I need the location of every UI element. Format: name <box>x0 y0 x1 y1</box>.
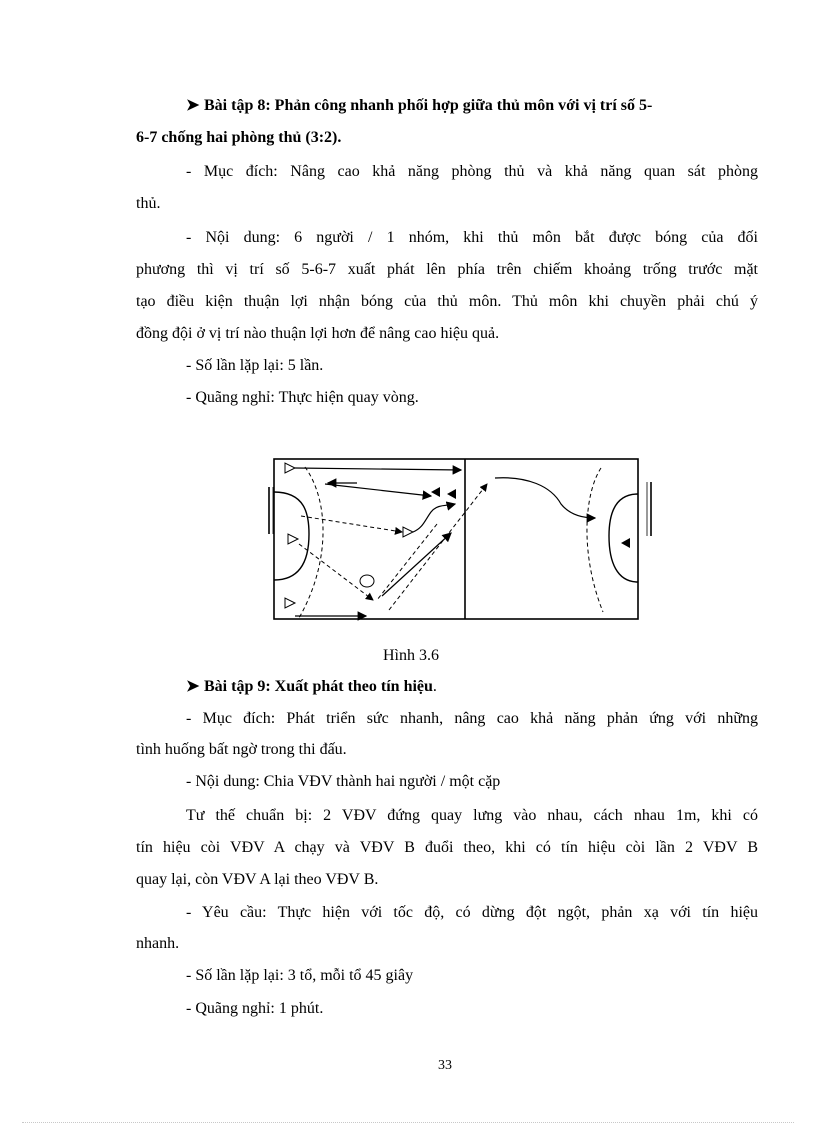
defender-1 <box>431 487 440 497</box>
arrow-pass-to-defender <box>325 484 431 496</box>
exercise9-heading-text: Bài tập 9: Xuất phát theo tín hiệu <box>204 678 433 695</box>
defender-goalkeeper <box>621 538 630 548</box>
exercise8-heading-line2: 6-7 chống hai phòng thủ (3:2). <box>136 129 342 146</box>
left-free-throw-line <box>299 467 323 618</box>
exercise8-content-line4: đồng đội ở vị trí nào thuận lợi hơn để nâng cao hiệu quả. <box>136 325 500 342</box>
arrow-dashed-down <box>299 544 373 600</box>
exercise9-heading <box>186 677 437 697</box>
arrow-dashed-diagonal <box>389 484 487 610</box>
exercise8-heading-line1 <box>186 96 758 116</box>
arrow-curve-middle <box>413 504 455 532</box>
exercise9-purpose-line2: tình huống bất ngờ trong thi đấu. <box>136 741 347 758</box>
ball <box>360 575 374 587</box>
exercise9-stance-line3: quay lại, còn VĐV A lại theo VĐV B. <box>136 871 379 888</box>
exercise9-heading-period: . <box>432 678 437 695</box>
exercise9-requirement-line1: - Yêu cầu: Thực hiện với tốc độ, có dừng đột ngột, phản xạ với tín hiệu <box>186 904 758 921</box>
arrow-run-top <box>295 468 461 470</box>
arrow-right-bullet-icon: ➤ <box>186 678 200 695</box>
page-number: 33 <box>438 1058 452 1073</box>
exercise8-heading-text: Bài tập 8: Phản công nhanh phối hợp giữa thủ môn với vị trí số 5- <box>204 97 653 114</box>
attacker-goalkeeper <box>288 534 298 544</box>
right-goal-area <box>609 494 638 582</box>
exercise9-stance-line1: Tư thế chuẩn bị: 2 VĐV đứng quay lưng vào nhau, cách nhau 1m, khi có <box>186 807 758 824</box>
defender-2 <box>447 489 456 499</box>
court-diagram <box>265 452 665 627</box>
attacker-middle <box>403 527 413 537</box>
exercise8-content-line3: tạo điều kiện thuận lợi nhận bóng của thủ môn. Thủ môn khi chuyền phải chú ý <box>136 293 758 310</box>
exercise9-rest: - Quãng nghỉ: 1 phút. <box>186 1000 324 1017</box>
exercise8-content-line2: phương thì vị trí số 5-6-7 xuất phát lên phía trên chiếm khoảng trống trước mặt <box>136 261 758 278</box>
figure-caption: Hình 3.6 <box>383 647 439 664</box>
arrow-right-bullet-icon: ➤ <box>186 97 200 114</box>
exercise8-purpose-line1: - Mục đích: Nâng cao khả năng phòng thủ và khả năng quan sát phòng <box>186 163 758 180</box>
exercise9-requirement-line2: nhanh. <box>136 935 180 952</box>
exercise9-purpose-line1: - Mục đích: Phát triển sức nhanh, nâng cao khả năng phản ứng với những <box>186 710 758 727</box>
exercise9-reps: - Số lần lặp lại: 3 tổ, mỗi tổ 45 giây <box>186 967 414 984</box>
exercise9-content: - Nội dung: Chia VĐV thành hai người / một cặp <box>186 773 501 790</box>
exercise8-content-line1: - Nội dung: 6 người / 1 nhóm, khi thủ môn bắt được bóng của đối <box>186 229 758 246</box>
exercise8-reps: - Số lần lặp lại: 5 lần. <box>186 357 324 374</box>
exercise8-rest: - Quãng nghỉ: Thực hiện quay vòng. <box>186 389 419 406</box>
exercise8-purpose-line2: thủ. <box>136 195 161 212</box>
attacker-bottom-left <box>285 598 295 608</box>
arrow-dashed-to-middle <box>301 516 402 532</box>
right-free-throw-line <box>587 468 603 612</box>
arrow-curve-right <box>495 478 595 518</box>
attacker-top-left <box>285 463 295 473</box>
exercise9-stance-line2: tín hiệu còi VĐV A chạy và VĐV B đuổi theo, khi có tín hiệu còi lần 2 VĐV B <box>136 839 758 856</box>
arrow-pass-up <box>382 533 451 596</box>
